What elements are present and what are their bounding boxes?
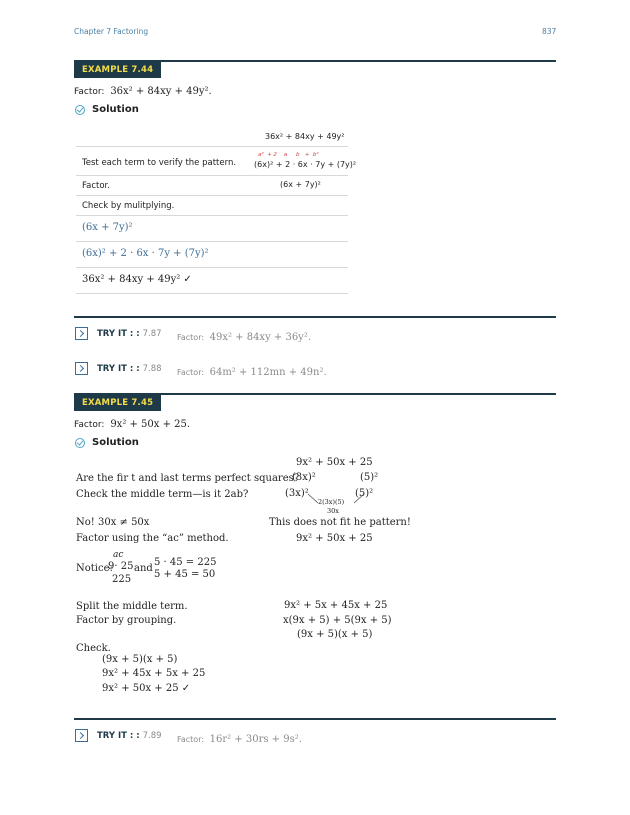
solution-heading: Solution — [92, 104, 139, 115]
table-row-expression: (6x + 7y)² — [280, 180, 321, 189]
example-problem — [74, 419, 190, 430]
problem-expression: 9x² + 50x + 25. — [110, 419, 191, 430]
step-label: Check. — [76, 643, 111, 654]
check-line: (9x + 5)(x + 5) — [102, 654, 178, 665]
try-it-label — [97, 329, 162, 339]
table-divider — [76, 241, 348, 242]
try-it-problem — [177, 332, 311, 343]
factor-prefix: Factor: — [177, 368, 205, 377]
try-it-number: 7.88 — [142, 364, 162, 374]
example-label: EXAMPLE 7.44 — [74, 61, 161, 78]
step-expression: 5 + 45 = 50 — [154, 569, 216, 580]
table-divider — [76, 195, 348, 196]
step-expression: 9x² + 50x + 25 — [296, 533, 373, 544]
try-it-problem — [177, 367, 327, 378]
step-label: Factor using the “ac” method. — [76, 533, 229, 544]
solution-check-icon — [75, 105, 85, 115]
table-row-label: Check by mulitplying. — [82, 201, 175, 211]
try-it-problem — [177, 734, 302, 745]
step-expression: x(9x + 5) + 5(9x + 5) — [283, 615, 392, 626]
table-row-label: Factor. — [82, 181, 110, 191]
try-it-rule — [74, 316, 556, 318]
try-it-chevron-icon[interactable] — [75, 729, 88, 742]
check-line: (6x + 7y)² — [82, 222, 133, 233]
try-it-rule — [74, 718, 556, 720]
step-expression: (5)² — [360, 472, 379, 483]
step-expression: 225 — [112, 574, 132, 585]
solution-heading: Solution — [92, 437, 139, 448]
step-label: Split the middle term. — [76, 601, 188, 612]
table-divider — [76, 267, 348, 268]
try-it-text: TRY IT : : — [97, 329, 140, 339]
check-line: 9x² + 50x + 25 ✓ — [102, 683, 191, 694]
step-expression: (3x)² — [292, 472, 316, 483]
table-divider — [76, 293, 348, 294]
factor-prefix: Factor: — [74, 420, 105, 430]
try-it-number: 7.87 — [142, 329, 162, 339]
table-divider — [76, 146, 348, 147]
step-expression: (5)² — [355, 488, 374, 499]
step-label: No! 30x ≠ 50x — [76, 517, 150, 528]
try-it-label — [97, 364, 162, 374]
step-label: Check the middle term—is it 2ab? — [76, 489, 249, 500]
check-line: 36x² + 84xy + 49y² ✓ — [82, 274, 192, 285]
table-divider — [76, 215, 348, 216]
check-line: 9x² + 45x + 5x + 25 — [102, 668, 206, 679]
problem-expression: 49x² + 84xy + 36y². — [209, 332, 312, 343]
table-row-expression: (6x)² + 2 · 6x · 7y + (7y)² — [254, 160, 357, 169]
table-divider — [76, 175, 348, 176]
try-it-number: 7.89 — [142, 731, 162, 741]
step-result: This does not fit he pattern! — [269, 517, 411, 528]
step-expression: 5 · 45 = 225 — [154, 557, 217, 568]
try-it-text: TRY IT : : — [97, 364, 140, 374]
table-row-label: Test each term to verify the pattern. — [82, 158, 237, 168]
step-label: Notice: — [76, 563, 113, 574]
step-label: Factor by grouping. — [76, 615, 177, 626]
example-label: EXAMPLE 7.45 — [74, 394, 161, 411]
check-line: (6x)² + 2 · 6x · 7y + (7y)² — [82, 248, 209, 259]
step-expression: 9x² + 50x + 25 — [296, 457, 373, 468]
factor-prefix: Factor: — [177, 333, 205, 342]
step-expression: (3x)² — [285, 488, 309, 499]
try-it-chevron-icon[interactable] — [75, 362, 88, 375]
example-problem — [74, 86, 212, 97]
step-expression: 30x — [327, 507, 339, 515]
step-label: and — [134, 563, 153, 574]
step-expression: 9x² + 5x + 45x + 25 — [284, 600, 388, 611]
step-expression: ac — [113, 550, 124, 560]
problem-expression: 64m² + 112mn + 49n². — [209, 367, 327, 378]
try-it-text: TRY IT : : — [97, 731, 140, 741]
step-expression: 2(3x)(5) — [318, 498, 345, 506]
factor-prefix: Factor: — [177, 735, 205, 744]
try-it-chevron-icon[interactable] — [75, 327, 88, 340]
page-number: 837 — [542, 27, 557, 36]
problem-expression: 16r² + 30rs + 9s². — [209, 734, 302, 745]
factor-prefix: Factor: — [74, 87, 105, 97]
step-label: Are the fir t and last terms perfect squares? — [76, 473, 300, 484]
table-top-expression: 36x² + 84xy + 49y² — [265, 132, 345, 141]
solution-check-icon — [75, 438, 85, 448]
step-expression: (9x + 5)(x + 5) — [297, 629, 373, 640]
step-expression: 9· 25 — [108, 561, 134, 572]
try-it-label — [97, 731, 162, 741]
problem-expression: 36x² + 84xy + 49y². — [110, 86, 212, 97]
chapter-title: Chapter 7 Factoring — [74, 27, 149, 36]
pattern-annotation: a² + 2 a b + b² — [258, 152, 319, 158]
